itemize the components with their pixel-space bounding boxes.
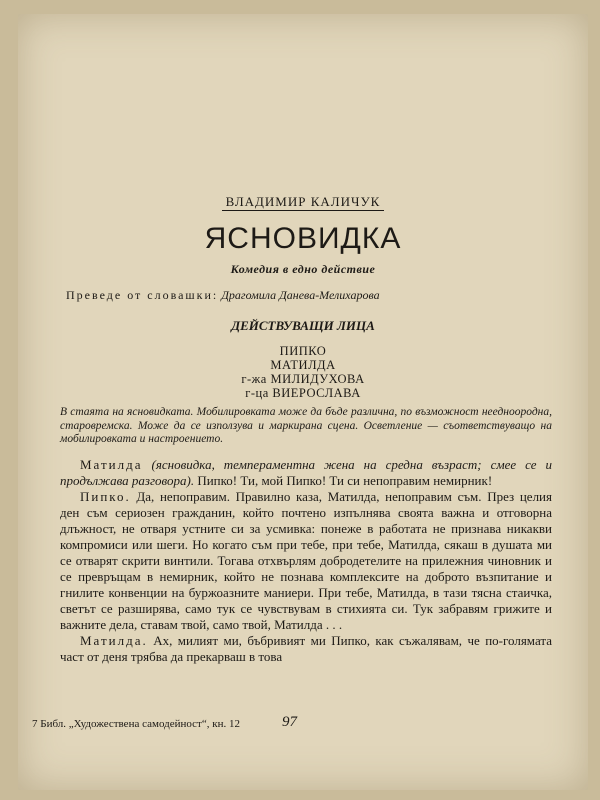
play-title: ЯСНОВИДКА [204, 222, 402, 255]
stage-remark: (ясновидка, темпераментна жена на средна възраст; смее се и продължава разговора). [60, 457, 553, 488]
dialogue-text: Ах, милият ми, бъбривият ми Пипко, как съжалявам, че по-голямата част от деня трябва да прекарваш в това [60, 633, 552, 664]
play-subtitle: Комедия в едно действие [230, 262, 376, 276]
author-name-text: ВЛАДИМИР КАЛИЧУК [222, 194, 385, 211]
dialogue-text: Да, непоправим. Правилно каза, Матилда, непоправим съм. През целия ден съм сериозен гражданин, който почтено изпълнява своята важна и отговорна длъжност, не отваря устните си за усмивка: понеже в работата не признава никакви компромиси или шеги. Но когато съм при тебе, при тебе, Матилда, сякаш в душата ми се отварят скрити винтили. Тогава отхвърлям добродетелите на прилежния чиновник и се превръщам в немирник, който не познава комплексите на доброто възпитание и гнилите конвенции на буржоазните маниери. При тебе, Матилда, в тази тясна стаичка, светът се разширява, само тук се чувствувам в стихията си. Тук забравям грижите и важните дела, ставам твой, само твой, Матилда . . . [60, 489, 552, 632]
cast-item: МАТИЛДА [270, 358, 336, 372]
cast-item: г-ца ВИЕРОСЛАВА [245, 386, 361, 400]
dialogue-text: Пипко! Ти, мой Пипко! Ти си непоправим немирник! [194, 473, 493, 488]
page-number: 97 [282, 714, 297, 730]
speaker-name: Пипко. [80, 489, 131, 504]
speaker-name: Матилда. [80, 633, 148, 648]
author-name [18, 194, 588, 210]
book-page [18, 14, 588, 790]
dialogue-paragraph [60, 633, 552, 665]
cast-item: г-жа МИЛИДУХОВА [241, 372, 365, 386]
translator-credit [66, 288, 380, 303]
footer-note: 7 Библ. „Художествена самодейност“, кн. 12 [32, 718, 240, 730]
translator-name: Драгомила Данева-Мелихарова [221, 288, 380, 302]
cast-list [18, 344, 588, 400]
cast-heading: ДЕЙСТВУВАЩИ ЛИЦА [231, 318, 375, 333]
dialogue-body [60, 457, 552, 665]
translator-label: Преведе от словашки: [66, 288, 219, 302]
speaker-name: Матилда [80, 457, 143, 472]
stage-direction: В стаята на ясновидката. Мобилировката може да бъде различна, по възможност неедноородна, старовремска. Може да се използува и маркирана сцена. Осветление — съответствуващо на мобилировката и настроението. [60, 406, 552, 445]
cast-item: ПИПКО [279, 344, 327, 358]
dialogue-paragraph [60, 457, 552, 489]
dialogue-paragraph [60, 489, 552, 633]
